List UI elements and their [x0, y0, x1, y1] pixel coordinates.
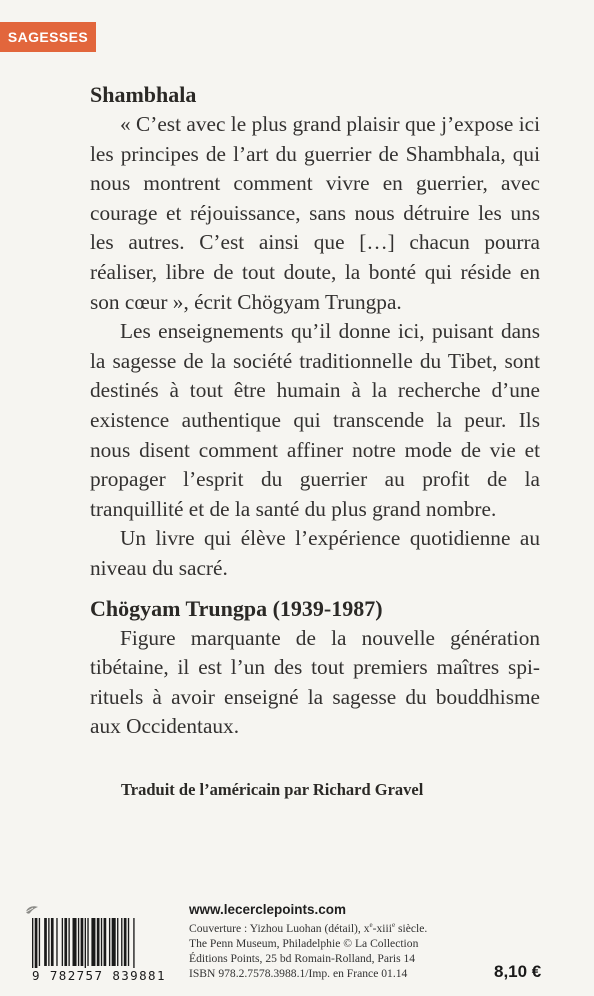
translator-credit: Traduit de l’américain par Richard Gravel — [121, 780, 424, 799]
collection-badge: SAGESSES — [0, 22, 96, 52]
paragraph-author-bio: Figure marquante de la nouvelle génération tibétaine, il est l’un des tout premiers maîtres spirituels à avoir enseigné la sagesse du bouddhisme aux Occidentaux. — [90, 625, 540, 739]
section-heading-author: Chögyam Trungpa (1939-1987) — [90, 595, 383, 621]
main-text — [90, 80, 540, 742]
barcode — [30, 918, 180, 986]
publisher-url: www.lecerclepoints.com — [189, 902, 347, 917]
paragraph-teachings: Les enseignements qu’il donne ici, puisant dans la sagesse de la société traditionnelle du Tibet, sont destinés à tout être humain à la recherche d’une existence authentique qui transcende la peur. Ils nous disent comment affiner notre mode de vie et propager l’esprit du guerrier au profit de la tranquillité et de la santé du plus grand nombre. — [90, 319, 540, 521]
section-heading-shambhala: Shambhala — [90, 82, 197, 107]
credits-block — [189, 921, 479, 981]
price: 8,10 € — [494, 962, 542, 981]
paragraph-tagline: Un livre qui élève l’expérience quotidienne au niveau du sacré. — [90, 526, 540, 580]
credit-line-isbn: ISBN 978.2.7578.3988.1/Imp. en France 01.14 — [189, 967, 408, 980]
credit-line-cover: Couverture : Yizhou Luohan (détail), $x^e-xiii^e$ siècle. — [189, 921, 428, 935]
isbn-digits: 9 782757 839881 — [32, 968, 182, 983]
credit-line-museum: The Penn Museum, Philadelphie © La Collection — [189, 937, 419, 950]
leaf-logo-icon — [24, 904, 40, 916]
credit-line-publisher: Éditions Points, 25 bd Romain-Rolland, Paris 14 — [189, 952, 416, 965]
paragraph-quote: « C’est avec le plus grand plaisir que j’expose ici les principes de l’art du guerrier de Shambhala, qui nous montrent comment vivre en guerrier, avec courage et réjouissance, sans nous détruire les uns les autres. C’est ainsi que […] chacun pourra réaliser, libre de tout doute, la bonté qui réside en son cœur », écrit Chögyam Trungpa. — [90, 112, 540, 314]
